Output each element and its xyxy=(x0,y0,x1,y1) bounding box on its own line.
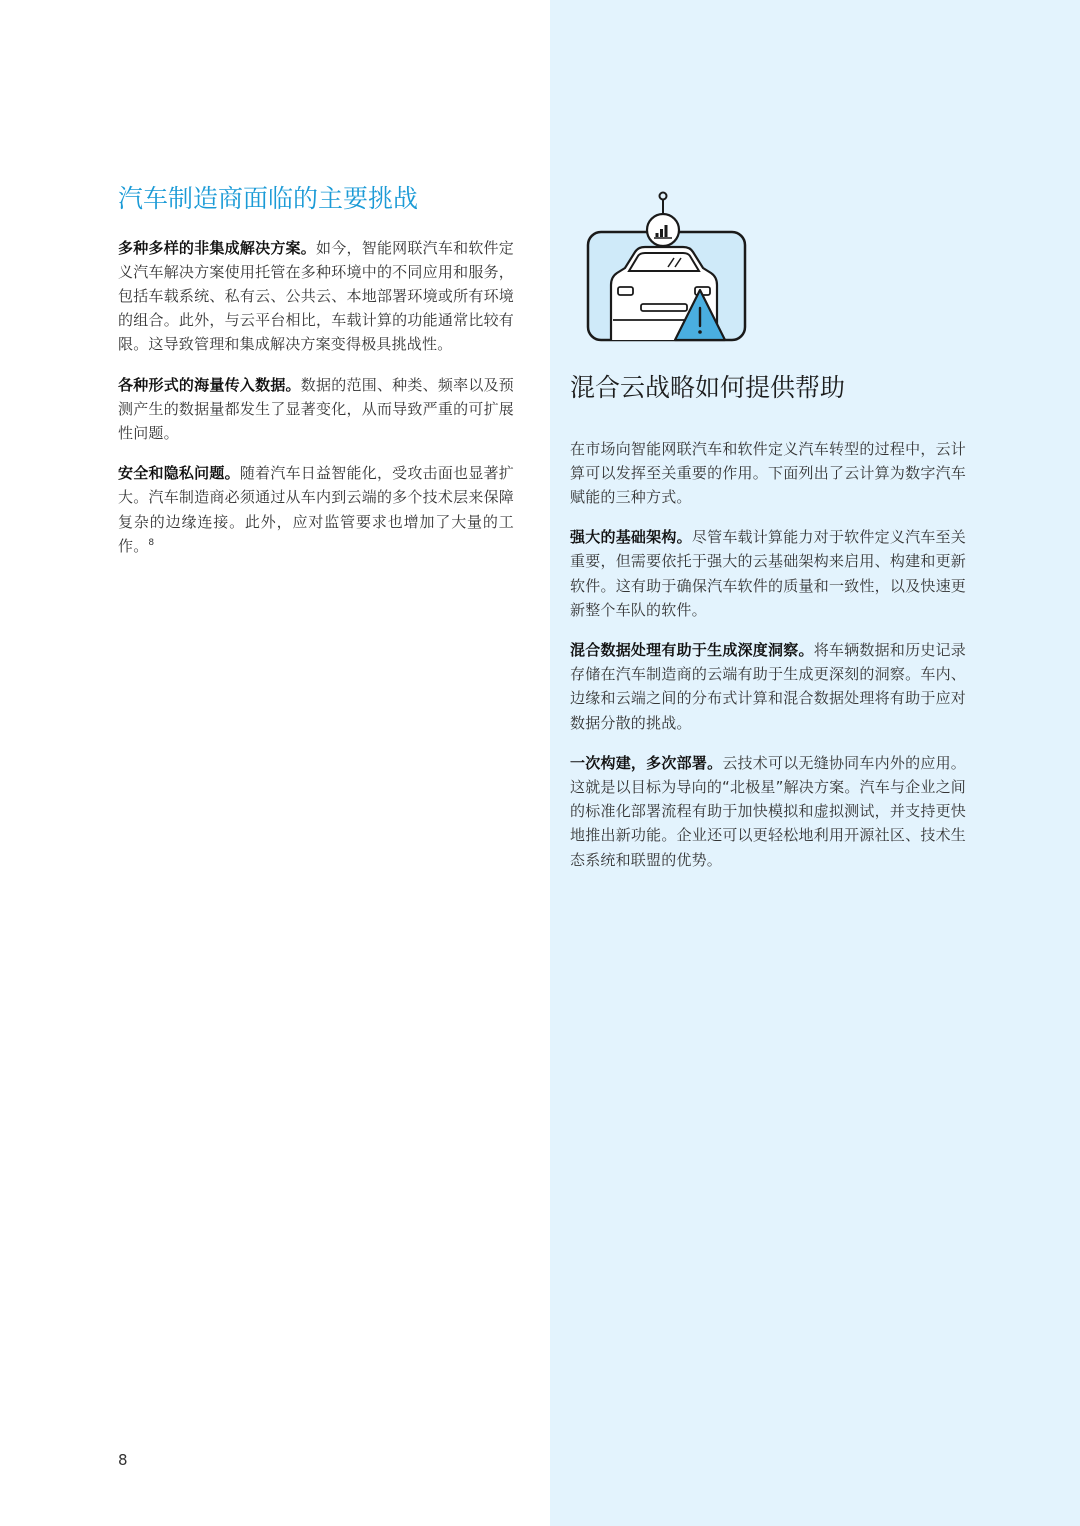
challenge-3-heading: 安全和隐私问题。 xyxy=(118,464,240,483)
right-column xyxy=(570,372,966,888)
benefit-1-heading: 强大的基础架构。 xyxy=(570,528,692,547)
footnote-marker: 8 xyxy=(148,537,155,548)
benefit-paragraph-3 xyxy=(570,751,966,872)
benefit-3-heading: 一次构建，多次部署。 xyxy=(570,753,723,772)
benefit-paragraph-1 xyxy=(570,525,966,622)
challenge-2-text: 数据的范围、种类、频率以及预测产生的数据量都发生了显著变化，从而导致严重的可扩展性问题。 xyxy=(118,375,514,442)
challenge-paragraph-3 xyxy=(118,461,514,558)
challenge-paragraph-1 xyxy=(118,236,514,357)
challenge-1-text: 如今，智能网联汽车和软件定义汽车解决方案使用托管在多种环境中的不同应用和服务，包括车载系统、私有云、公共云、本地部署环境或所有环境的组合。此外，与云平台相比，车载计算的功能通常比较有限。这导致管理和集成解决方案变得极具挑战性。 xyxy=(118,238,514,354)
connected-car-warning-icon xyxy=(585,190,750,345)
benefit-3-text: 云技术可以无缝协同车内外的应用。这就是以目标为导向的“北极星”解决方案。汽车与企业之间的标准化部署流程有助于加快模拟和虚拟测试，并支持更快地推出新功能。企业还可以更轻松地利用开源社区、技术生态系统和联盟的优势。 xyxy=(570,753,966,869)
challenge-1-heading: 多种多样的非集成解决方案。 xyxy=(118,238,317,257)
benefit-2-heading: 混合数据处理有助于生成深度洞察。 xyxy=(570,640,814,659)
benefit-2-text: 将车辆数据和历史记录存储在汽车制造商的云端有助于生成更深刻的洞察。车内、边缘和云端之间的分布式计算和混合数据处理将有助于应对数据分散的挑战。 xyxy=(570,640,966,732)
challenge-3-text: 随着汽车日益智能化，受攻击面也显著扩大。汽车制造商必须通过从车内到云端的多个技术层来保障复杂的边缘连接。此外，应对监管要求也增加了大量的工作。 xyxy=(118,464,514,555)
challenge-2-heading: 各种形式的海量传入数据。 xyxy=(118,375,301,394)
benefit-paragraph-2 xyxy=(570,638,966,735)
challenges-title: 汽车制造商面临的主要挑战 xyxy=(118,184,419,213)
hybrid-cloud-title: 混合云战略如何提供帮助 xyxy=(570,373,846,402)
challenge-paragraph-2 xyxy=(118,373,514,446)
benefit-1-text: 尽管车载计算能力对于软件定义汽车至关重要，但需要依托于强大的云基础架构来启用、构建和更新软件。这有助于确保汽车软件的质量和一致性，以及快速更新整个车队的软件。 xyxy=(570,528,966,619)
page-number: 8 xyxy=(118,1451,128,1469)
left-column xyxy=(118,183,514,574)
hybrid-cloud-intro: 在市场向智能网联汽车和软件定义汽车转型的过程中，云计算可以发挥至关重要的作用。下面列出了云计算为数字汽车赋能的三种方式。 xyxy=(570,439,966,506)
